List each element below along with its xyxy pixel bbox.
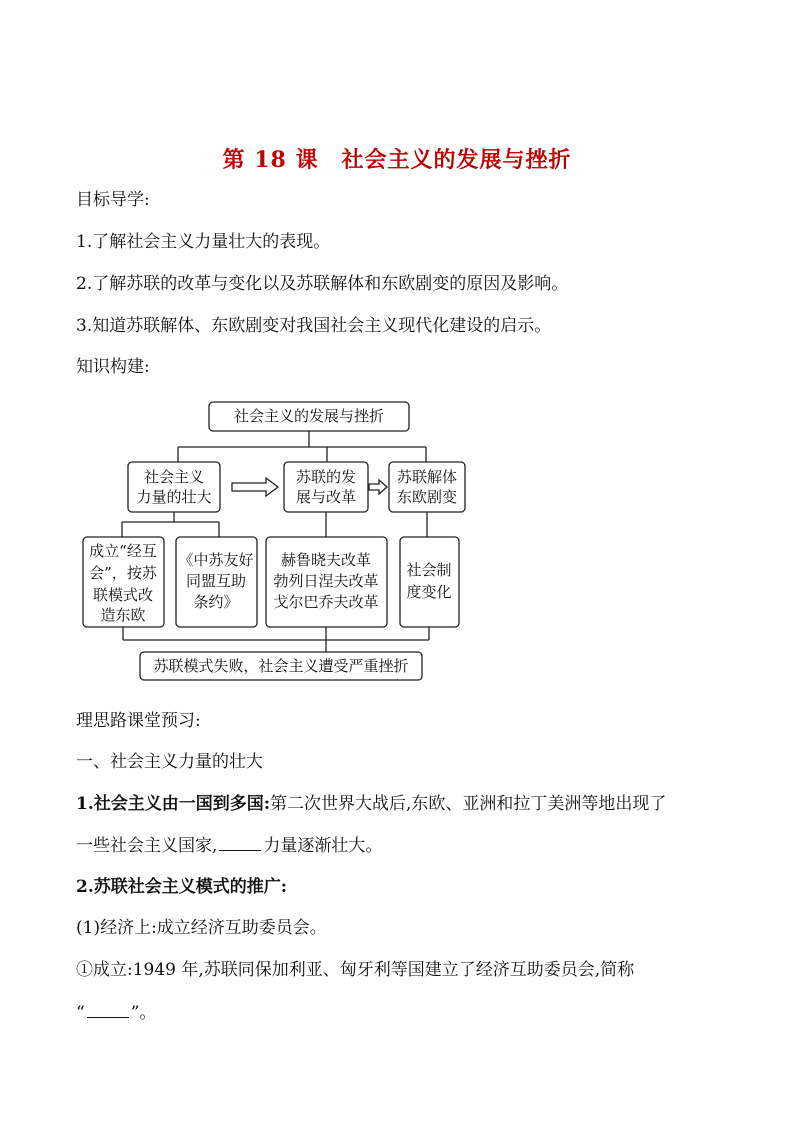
diagram-node-sino-soviet-treaty [176,537,257,627]
node-text: 苏联解体 [396,468,458,486]
arrow-right-icon [232,478,278,496]
bottom-connectors [123,627,429,652]
paragraph-1 [76,793,666,815]
goal-item-2: 2.了解苏联的改革与变化以及苏联解体和东欧剧变的原因及影响。 [76,274,569,294]
diagram-node-soviet-reform [284,462,368,512]
node-text: 造东欧 [100,606,146,624]
paragraph-3: (1)经济上:成立经济互助委员会。 [76,918,327,938]
quote-open: “ [76,1003,85,1023]
diagram-root-node [209,402,409,431]
lesson-title: 第 18 课 社会主义的发展与挫折 [222,147,572,173]
paragraph-1-text: 第二次世界大战后,东欧、亚洲和拉丁美洲等地出现了 [270,794,667,814]
root-connectors [178,431,426,462]
node-text: 戈尔巴乔夫改革 [273,593,379,611]
node-text: 《中苏友好 [178,551,254,569]
goal-item-1: 1.了解社会主义力量壮大的表现。 [76,232,331,252]
node-text: 度变化 [406,583,452,601]
node-text: 会”，按苏 [89,564,157,582]
diagram-root-text: 社会主义的发展与挫折 [233,407,385,425]
node-text: 联模式改 [92,586,154,604]
growth-connectors [122,512,219,537]
knowledge-heading: 知识构建: [76,357,150,377]
arrow-right-icon [369,480,387,494]
node-text: 力量的壮大 [136,488,212,506]
fill-in-blank[interactable] [219,834,261,851]
paragraph-5 [76,1001,156,1024]
quote-close: ”。 [130,1003,157,1023]
node-text: 勃列日涅夫改革 [273,572,379,590]
paragraph-1-cont-after: 力量逐渐壮大。 [263,836,383,856]
node-text: 同盟互助 [185,572,247,590]
diagram-node-soviet-collapse [389,462,465,512]
diagram-node-socialism-growth [128,462,220,512]
node-text: 社会制 [406,561,452,579]
paragraph-4: ①成立:1949 年,苏联同保加利亚、匈牙利等国建立了经济互助委员会,简称 [76,960,635,980]
goal-item-3: 3.知道苏联解体、东欧剧变对我国社会主义现代化建设的启示。 [76,316,552,336]
fill-in-blank[interactable] [87,1001,129,1018]
node-text: 苏联的发 [295,468,357,486]
diagram-node-comecon [83,537,164,627]
diagram-node-system-change [400,537,459,627]
node-text: 展与改革 [295,488,357,506]
diagram-bottom-node [140,652,422,680]
paragraph-1-cont-before: 一些社会主义国家, [76,836,218,856]
preview-heading: 理思路课堂预习: [76,711,201,731]
diagram-bottom-text: 苏联模式失败，社会主义遭受严重挫折 [153,657,409,675]
node-text: 条约》 [193,593,239,611]
section-heading-1: 一、社会主义力量的壮大 [76,752,263,772]
paragraph-1-continued [76,834,382,857]
paragraph-1-label: 1.社会主义由一国到多国: [76,794,271,814]
paragraph-2-label: 2.苏联社会主义模式的推广: [76,877,288,897]
node-text: 东欧剧变 [396,488,458,506]
node-text: 赫鲁晓夫改革 [280,551,372,569]
node-text: 成立“经互 [89,542,157,560]
node-text: 社会主义 [143,468,205,486]
diagram-node-three-reforms [266,537,387,627]
goals-heading: 目标导学: [76,190,150,210]
